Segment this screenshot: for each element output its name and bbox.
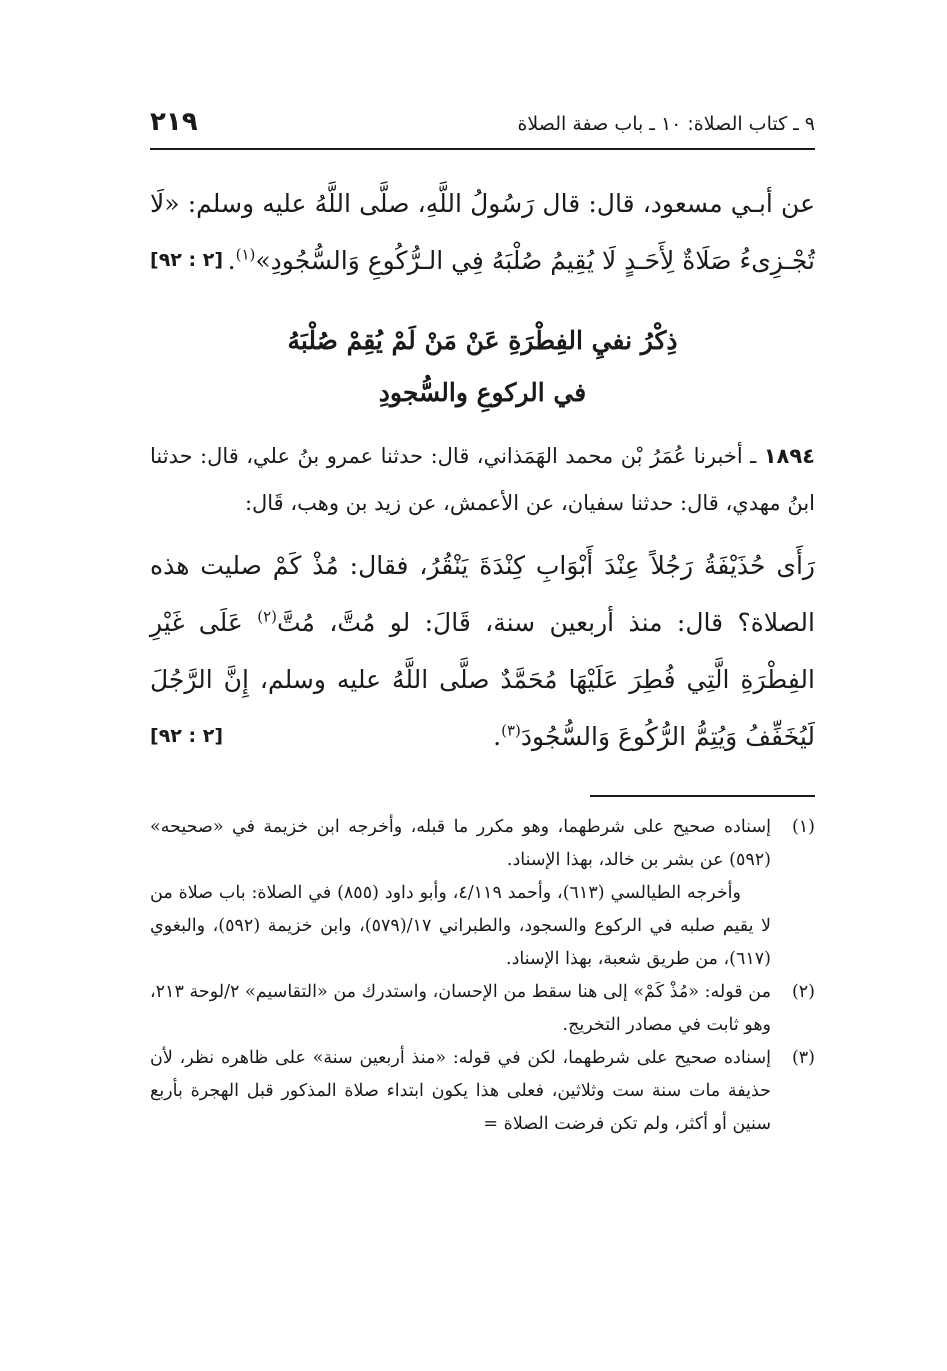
footnote-ref[interactable]: (١) (235, 245, 256, 264)
page-number: ٢١٩ (150, 107, 198, 137)
header-rule (150, 148, 815, 150)
footnote-paragraph: إسناده صحيح على شرطهما، لكن في قوله: «منذ أربعين سنة» على ظاهره نظر، لأن حذيفة مات سنة ست وثلاثين، فعلى هذا يكون ابتداء صلاة المذكور قبل الهجرة بأربع سنين أو أكثر، ولم تكن فرضت الصلاة = (150, 1048, 771, 1134)
footnote-separator (590, 795, 815, 797)
footnote-paragraph: من قوله: «مُذْ كَمْ» إلى هنا سقط من الإحسان، واستدرك من «التقاسيم» ٢/لوحة ٢١٣، وهو ثابت في مصادر التخريج. (150, 982, 771, 1035)
footnote-mark: (٣) (791, 1048, 815, 1068)
chapter-title-line-2: في الركوعِ والسُّجودِ (378, 378, 587, 407)
chapter-title-line-1: ذِكْرُ نفيِ الفِطْرَةِ عَنْ مَنْ لَمْ يُقِمْ صُلْبَهُ (287, 326, 678, 355)
cross-reference: [٢ : ٩٢] (150, 249, 224, 271)
hadith-1893-text: عن أبـي مسعود، قال: قال رَسُولُ اللَّهِ، صلَّى اللَّهُ عليه وسلم: «لَا تُجْـزِىءُ صَلَاةٌ لِأَحَـدٍ لَا يُقِيمُ صُلْبَهُ فِي الـرُّكُوعِ وَالسُّجُودِ»$^{(١)}$. [٢ : ٩٢] (150, 175, 815, 289)
page-header (150, 95, 815, 150)
footnote (150, 811, 815, 976)
footnote-ref[interactable]: (٢) (257, 607, 277, 626)
footnote-ref[interactable]: (٣) (501, 721, 521, 740)
hadith-isnad (150, 433, 815, 527)
footnote (150, 976, 815, 1042)
hadith-text-part-b: عَلَى غَيْرِ الفِطْرَةِ الَّتِي فُطِرَ عَلَيْهَا مُحَمَّدٌ صلَّى اللَّهُ عليه وسلم، إِنَّ الرَّجُلَ لَيُخَفِّفُ وَيُتِمُّ الرُّكُوعَ وَالسُّجُودَ (150, 608, 815, 751)
book-page (150, 95, 815, 1345)
chapter-title (150, 315, 815, 419)
cross-reference: [٢ : ٩٢] (150, 725, 224, 747)
hadith-number: ١٨٩٤ (763, 444, 815, 468)
footnote-mark: (٢) (791, 982, 815, 1002)
running-head: ٩ ـ كتاب الصلاة: ١٠ ـ باب صفة الصلاة (517, 113, 815, 135)
footnote-paragraph: وأخرجه الطيالسي (٦١٣)، وأحمد ٤/١١٩، وأبو داود (٨٥٥) في الصلاة: باب صلاة من لا يقيم صلبه في الركوع والسجود، والطبراني ١٧/(٥٧٩)، وابن خزيمة (٥٩٢)، والبغوي (٦١٧)، من طريق شعبة، بهذا الإسناد. (150, 883, 771, 969)
hadith-text: رَأَى حُذَيْفَةُ رَجُلاً عِنْدَ أَبْوَابِ كِنْدَةَ يَنْقُرُ، فقال: مُذْ كَمْ صليت هذه الصلاة؟ قال: منذ أربعين سنة، قَالَ: لو مُتَّ، مُتَّ$^{(٢)}$ عَلَى غَيْرِ الفِطْرَةِ الَّتِي فُطِرَ عَلَيْهَا مُحَمَّدٌ صلَّى اللَّهُ عليه وسلم، إِنَّ الرَّجُلَ لَيُخَفِّفُ وَيُتِمُّ الرُّكُوعَ وَالسُّجُودَ$^{(٣)}$. [٢ : ٩٢] (150, 537, 815, 765)
footnote-mark: (١) (791, 817, 815, 837)
isnad-text: ـ أخبرنا عُمَرُ بْن محمد الهَمَذاني، قال: حدثنا عمرو بنُ علي، قال: حدثنا ابنُ مهدي، قال: حدثنا سفيان، عن الأعمش، عن زيد بن وهب، قَال: (150, 444, 815, 515)
footnote (150, 1042, 815, 1141)
footnotes (150, 811, 815, 1141)
footnote-paragraph: إسناده صحيح على شرطهما، وهو مكرر ما قبله، وأخرجه ابن خزيمة في «صحيحه» (٥٩٢) عن بشر بن خالد، بهذا الإسناد. (150, 817, 771, 870)
matn-text: عن أبـي مسعود، قال: قال رَسُولُ اللَّهِ، صلَّى اللَّهُ عليه وسلم: «لَا تُجْـزِىءُ صَلَاةٌ لِأَحَـدٍ لَا يُقِيمُ صُلْبَهُ فِي الـرُّكُوعِ وَالسُّجُودِ» (150, 189, 815, 275)
hadith-text-part-a: رَأَى حُذَيْفَةُ رَجُلاً عِنْدَ أَبْوَابِ كِنْدَةَ يَنْقُرُ، فقال: مُذْ كَمْ صليت هذه الصلاة؟ قال: منذ أربعين سنة، قَالَ: لو مُتَّ، مُتَّ (150, 551, 815, 637)
